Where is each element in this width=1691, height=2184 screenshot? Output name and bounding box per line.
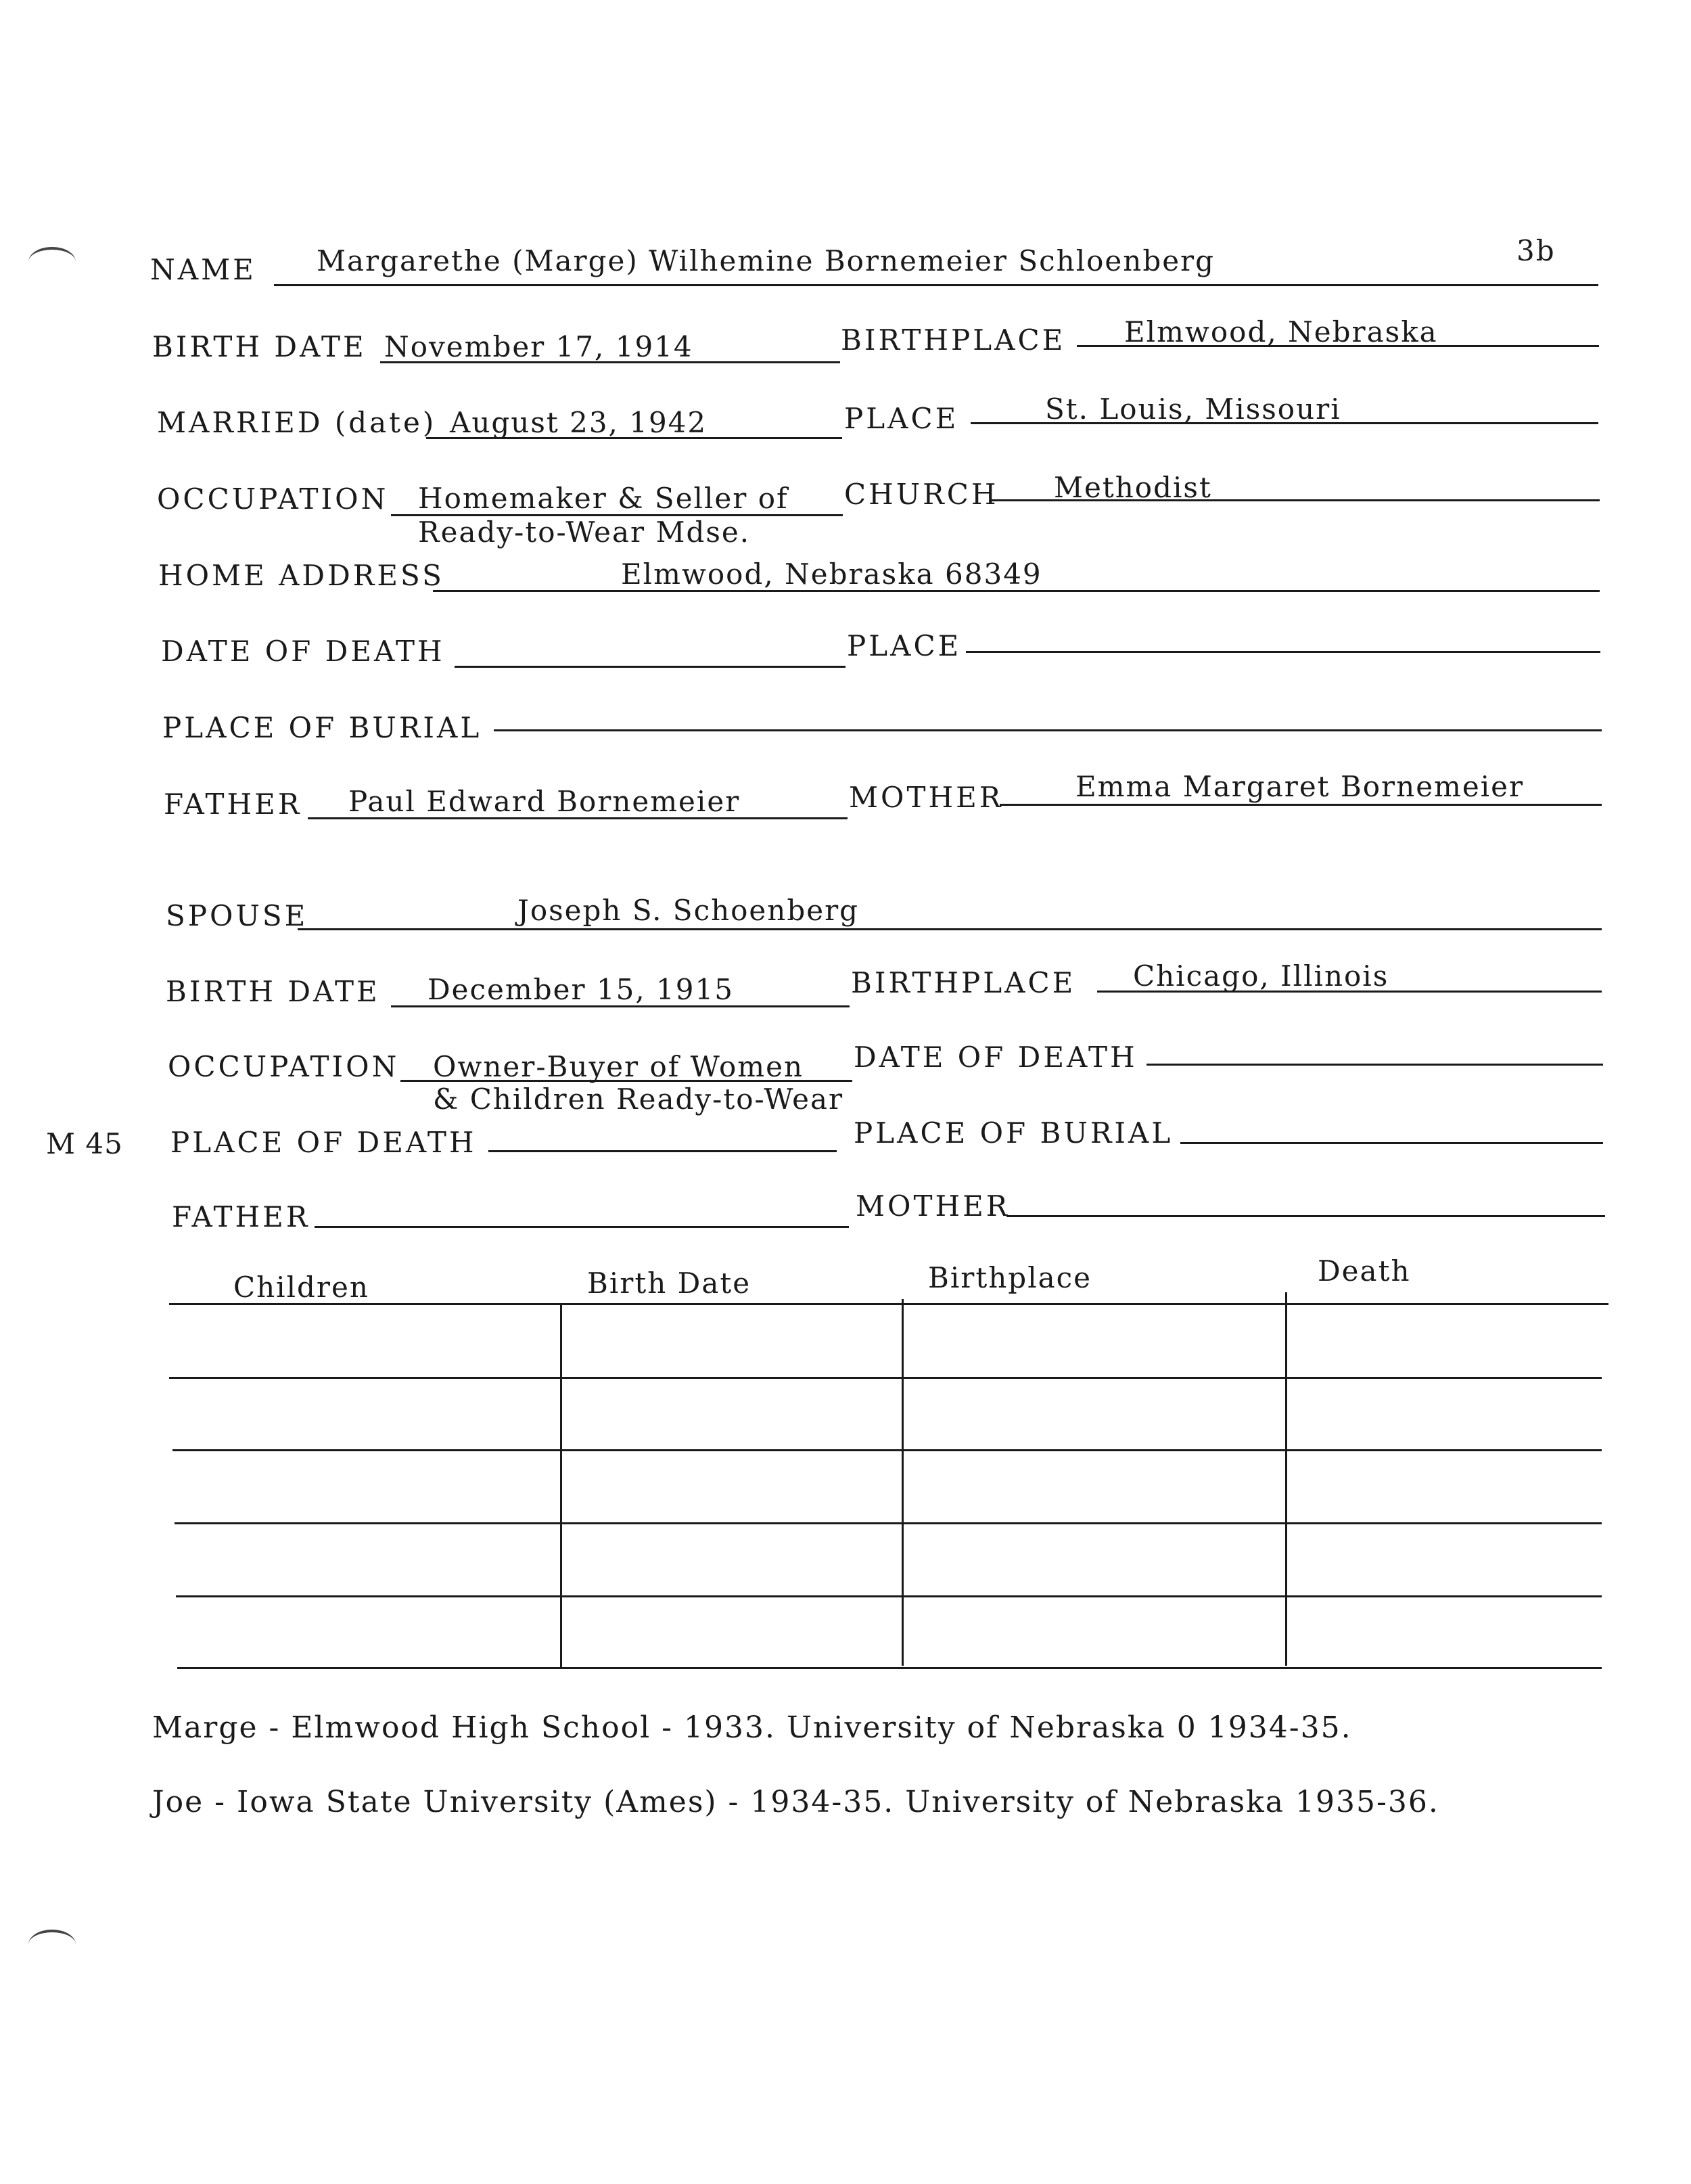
place-of-burial-label: PLACE OF BURIAL [162, 711, 482, 744]
father-value: Paul Edward Bornemeier [348, 785, 741, 818]
date-of-death-underline [455, 666, 846, 668]
children-header: Children [233, 1271, 369, 1304]
spouse-occupation-value-line2: & Children Ready-to-Wear [433, 1083, 844, 1116]
birth-date-header: Birth Date [587, 1267, 751, 1300]
spouse-label: SPOUSE [166, 899, 308, 932]
mother-label: MOTHER [849, 781, 1004, 814]
mother-underline [1000, 804, 1602, 806]
church-value: Methodist [1054, 471, 1212, 504]
married-place-value: St. Louis, Missouri [1045, 392, 1341, 426]
father-label: FATHER [164, 788, 302, 821]
spouse-place-of-burial-underline [1180, 1142, 1603, 1144]
birth-date-value: November 17, 1914 [384, 330, 693, 363]
spouse-place-of-death-underline [488, 1150, 837, 1152]
spouse-birth-date-value: December 15, 1915 [427, 973, 734, 1006]
birthplace-label: BIRTHPLACE [841, 323, 1066, 357]
spouse-birthplace-label: BIRTHPLACE [851, 966, 1076, 999]
home-address-value: Elmwood, Nebraska 68349 [621, 558, 1042, 591]
birthplace-value: Elmwood, Nebraska [1124, 315, 1438, 348]
spouse-place-of-death-label: PLACE OF DEATH [170, 1126, 477, 1159]
death-place-underline [966, 651, 1600, 653]
birth-date-label: BIRTH DATE [152, 330, 367, 363]
spouse-underline [298, 928, 1602, 930]
married-label: MARRIED (date) [157, 406, 437, 439]
spouse-occupation-label: OCCUPATION [168, 1050, 400, 1083]
spouse-date-of-death-label: DATE OF DEATH [854, 1041, 1138, 1074]
note-marge: Marge - Elmwood High School - 1933. University of Nebraska 0 1934-35. [152, 1710, 1352, 1745]
married-place-label: PLACE [844, 402, 959, 435]
name-underline [274, 284, 1598, 286]
table-row-line [176, 1595, 1602, 1597]
table-row-line [169, 1377, 1602, 1379]
name-value: Margarethe (Marge) Wilhemine Bornemeier Schloenberg [317, 244, 1215, 277]
mother-value: Emma Margaret Bornemeier [1075, 770, 1525, 803]
table-col-divider [902, 1299, 904, 1666]
occupation-value-line1: Homemaker & Seller of [418, 482, 789, 515]
table-row-line [175, 1522, 1602, 1524]
spouse-value: Joseph S. Schoenberg [517, 894, 860, 927]
birthplace-header: Birthplace [928, 1261, 1092, 1294]
spouse-date-of-death-underline [1146, 1064, 1603, 1066]
spouse-occupation-value-line1: Owner-Buyer of Women [433, 1050, 804, 1083]
death-header: Death [1318, 1254, 1411, 1288]
spouse-father-underline [315, 1226, 849, 1228]
spouse-place-of-burial-label: PLACE OF BURIAL [854, 1116, 1174, 1150]
date-of-death-label: DATE OF DEATH [161, 635, 445, 668]
spouse-birthplace-value: Chicago, Illinois [1133, 959, 1389, 993]
occupation-value-line2: Ready-to-Wear Mdse. [418, 516, 751, 549]
table-header-line [169, 1303, 1608, 1305]
home-address-label: HOME ADDRESS [158, 559, 444, 592]
death-place-label: PLACE [847, 629, 962, 662]
table-col-divider [1285, 1292, 1287, 1666]
punch-hole-bottom [28, 1930, 76, 1959]
spouse-mother-underline [1006, 1215, 1605, 1217]
punch-hole-top [28, 247, 76, 277]
church-label: CHURCH [844, 478, 999, 511]
margin-code: M 45 [46, 1127, 123, 1160]
page-number: 3b [1516, 234, 1556, 267]
table-row-line [172, 1449, 1602, 1451]
table-bottom-line [177, 1667, 1602, 1669]
place-of-burial-underline [494, 729, 1602, 731]
occupation-label: OCCUPATION [157, 482, 389, 516]
spouse-father-label: FATHER [172, 1200, 310, 1233]
married-date-value: August 23, 1942 [450, 406, 708, 439]
note-joe: Joe - Iowa State University (Ames) - 1934-35. University of Nebraska 1935-36. [152, 1785, 1439, 1819]
name-label: NAME [150, 253, 256, 286]
table-col-divider [560, 1303, 562, 1667]
spouse-mother-label: MOTHER [856, 1189, 1011, 1223]
spouse-birth-date-label: BIRTH DATE [166, 975, 380, 1008]
